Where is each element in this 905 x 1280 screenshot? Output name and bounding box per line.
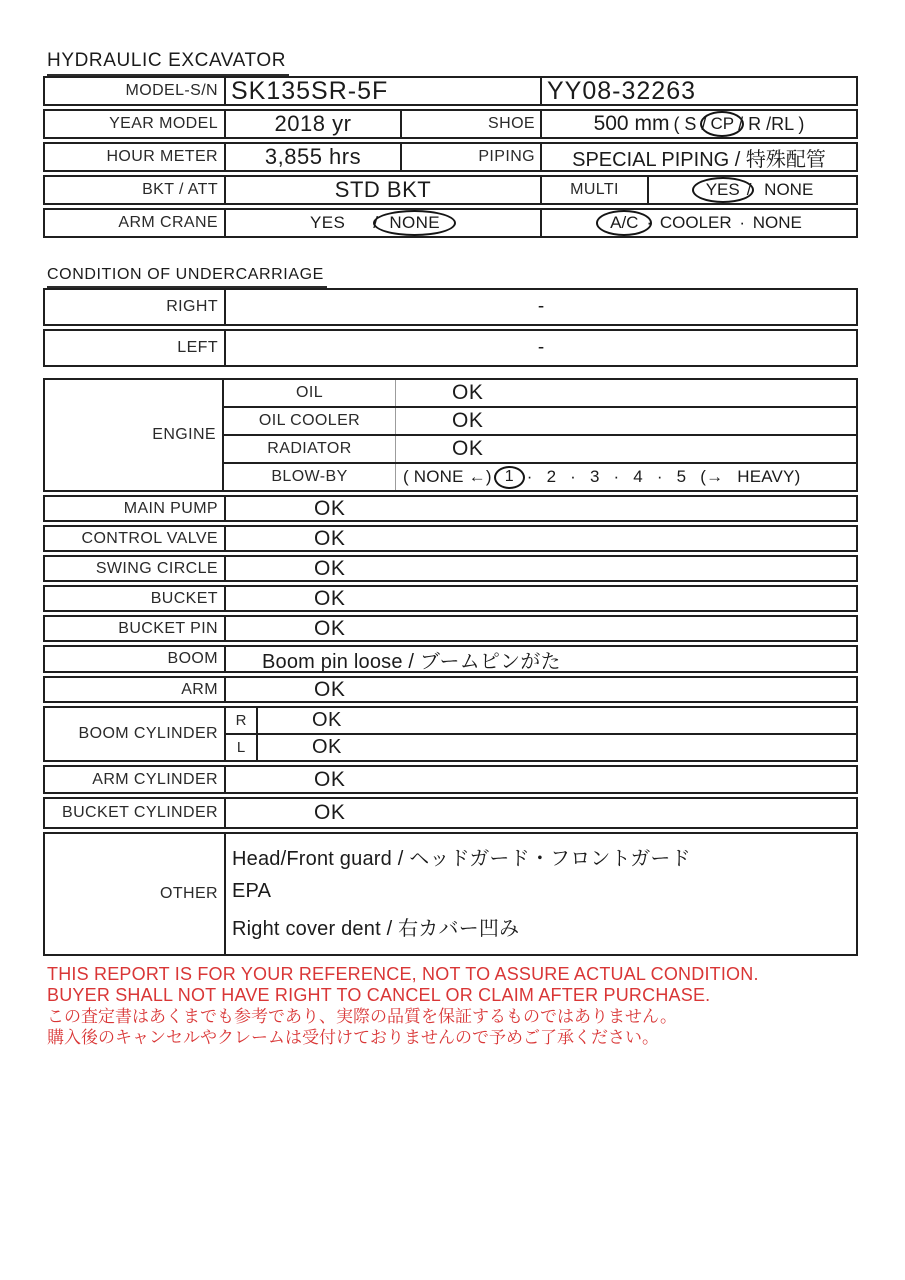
undercarriage-right-row [43, 288, 858, 326]
engine-oilcooler-label: OIL COOLER [224, 408, 396, 434]
spec-row-bkt-multi [43, 175, 858, 205]
item-row-control-valve [43, 525, 858, 552]
bucket-label: BUCKET [150, 589, 218, 607]
boom-cylinder-subrows [224, 708, 856, 760]
item-row-bucket-cylinder [43, 797, 858, 829]
other-note-line: Right cover dent / 右カバー凹み [232, 918, 520, 940]
other-note-line: EPA [232, 880, 272, 902]
arm-cylinder-label: ARM CYLINDER [92, 770, 218, 788]
year-model-label: YEAR MODEL [109, 115, 218, 132]
left-value: - [224, 331, 856, 365]
engine-oil-label: OIL [224, 380, 396, 406]
multi-label: MULTI [540, 177, 647, 203]
boom-value: Boom pin loose / ブームピンがた [224, 647, 856, 671]
arm-label: ARM [181, 680, 218, 698]
main-pump-label: MAIN PUMP [123, 499, 218, 517]
bkt-att-value: STD BKT [224, 177, 540, 203]
spec-row-hour-piping [43, 142, 858, 172]
control-valve-label: CONTROL VALVE [81, 529, 218, 547]
disclaimer-line-en: BUYER SHALL NOT HAVE RIGHT TO CANCEL OR CLAIM AFTER PURCHASE. [47, 985, 711, 1005]
piping-label: PIPING [400, 144, 540, 170]
shoe-options-post: / R /RL ) [738, 113, 805, 134]
boom-cylinder-right-row [226, 708, 856, 733]
engine-oil-value: OK [452, 381, 484, 404]
other-note-line: Head/Front guard / ヘッドガード・フロントガード [232, 848, 691, 870]
year-model-value: 2018 yr [224, 111, 400, 137]
disclaimer-line-en: THIS REPORT IS FOR YOUR REFERENCE, NOT TO ASSURE ACTUAL CONDITION. [47, 964, 759, 984]
item-row-main-pump [43, 495, 858, 522]
main-pump-value: OK [224, 497, 856, 520]
model-label: MODEL-S/N [125, 82, 218, 99]
hour-meter-label: HOUR METER [106, 148, 218, 165]
item-row-bucket-pin [43, 615, 858, 642]
undercarriage-section-title: CONDITION OF UNDERCARRIAGE [47, 266, 327, 288]
arm-crane-yes: YES [309, 213, 346, 232]
right-value: - [224, 290, 856, 324]
multi-value [647, 177, 856, 203]
engine-subrows [224, 380, 856, 490]
disclaimer [47, 964, 759, 1048]
arm-crane-label: ARM CRANE [118, 214, 218, 231]
swing-circle-label: SWING CIRCLE [95, 559, 218, 577]
bucket-value: OK [224, 587, 856, 610]
arm-crane-value [224, 210, 540, 236]
bucket-cylinder-value: OK [224, 799, 856, 827]
engine-oilcooler-value: OK [452, 409, 484, 432]
boom-label: BOOM [167, 650, 218, 667]
boom-cylinder-row-group [43, 706, 858, 762]
hour-meter-value: 3,855 hrs [224, 144, 400, 170]
ac-circled-option: A/C [596, 210, 652, 236]
right-label: RIGHT [166, 298, 218, 315]
serial-value: YY08-32263 [540, 78, 856, 104]
other-label: OTHER [160, 885, 218, 902]
engine-blowby-value [396, 464, 856, 490]
other-notes [224, 834, 856, 954]
disclaimer-line-jp: 購入後のキャンセルやクレームは受付けておりませんので予めご了承ください。 [47, 1028, 659, 1047]
left-label: LEFT [177, 339, 218, 356]
arm-crane-circled-option: NONE [373, 210, 456, 236]
item-row-arm [43, 676, 858, 703]
bucket-cylinder-label: BUCKET CYLINDER [62, 804, 218, 821]
multi-circled-option: YES [692, 177, 754, 203]
disclaimer-line-jp: この査定書はあくまでも参考であり、実際の品質を保証するものではありません。 [47, 1007, 678, 1026]
engine-oilcooler-row [224, 406, 856, 434]
blowby-scale-pre: ( NONE ←) [403, 467, 492, 486]
engine-blowby-row [224, 462, 856, 490]
engine-radiator-value: OK [452, 437, 484, 460]
page-title: HYDRAULIC EXCAVATOR [47, 50, 289, 76]
engine-radiator-label: RADIATOR [224, 436, 396, 462]
arm-crane-slash: / [373, 213, 379, 232]
arm-cylinder-value: OK [224, 767, 856, 792]
item-row-arm-cylinder [43, 765, 858, 794]
blowby-circled-rating: 1 [494, 466, 525, 489]
other-row-group [43, 832, 858, 956]
spec-row-model [43, 76, 858, 106]
boom-cylinder-r-value: OK [312, 709, 342, 731]
shoe-options-pre: ( S / [673, 113, 707, 134]
swing-circle-value: OK [224, 557, 856, 580]
boom-cylinder-r-label: R [226, 708, 258, 733]
boom-cylinder-label: BOOM CYLINDER [78, 725, 218, 742]
blowby-scale-post: · 2 · 3 · 4 · 5 (→ HEAVY) [526, 467, 801, 486]
bkt-att-label: BKT / ATT [142, 181, 218, 198]
engine-row-group [43, 378, 858, 492]
multi-options-post: / NONE [746, 180, 814, 199]
control-valve-value: OK [224, 527, 856, 550]
boom-cylinder-l-value: OK [312, 736, 342, 758]
engine-oil-row [224, 380, 856, 406]
engine-radiator-row [224, 434, 856, 462]
undercarriage-left-row [43, 329, 858, 367]
spec-row-year-shoe [43, 109, 858, 139]
item-row-bucket [43, 585, 858, 612]
boom-cylinder-l-label: L [226, 735, 258, 760]
shoe-size-text: 500 mm [593, 112, 670, 135]
spec-row-armcrane-ac [43, 208, 858, 238]
engine-blowby-label: BLOW-BY [224, 464, 396, 490]
ac-cooler-value [540, 210, 856, 236]
spec-table [43, 76, 858, 241]
inspection-table [43, 378, 858, 959]
ac-options-post: · COOLER · NONE [646, 213, 802, 232]
model-value: SK135SR-5F [224, 78, 540, 104]
undercarriage-table [43, 288, 858, 370]
arm-value: OK [224, 678, 856, 701]
shoe-circled-option: CP [700, 111, 744, 137]
piping-value: SPECIAL PIPING / 特殊配管 [540, 144, 856, 170]
engine-label: ENGINE [45, 380, 224, 490]
item-row-boom [43, 645, 858, 673]
shoe-value [540, 111, 856, 137]
shoe-label: SHOE [400, 111, 540, 137]
bucket-pin-label: BUCKET PIN [118, 619, 218, 637]
boom-cylinder-left-row [226, 733, 856, 760]
bucket-pin-value: OK [224, 617, 856, 640]
item-row-swing-circle [43, 555, 858, 582]
